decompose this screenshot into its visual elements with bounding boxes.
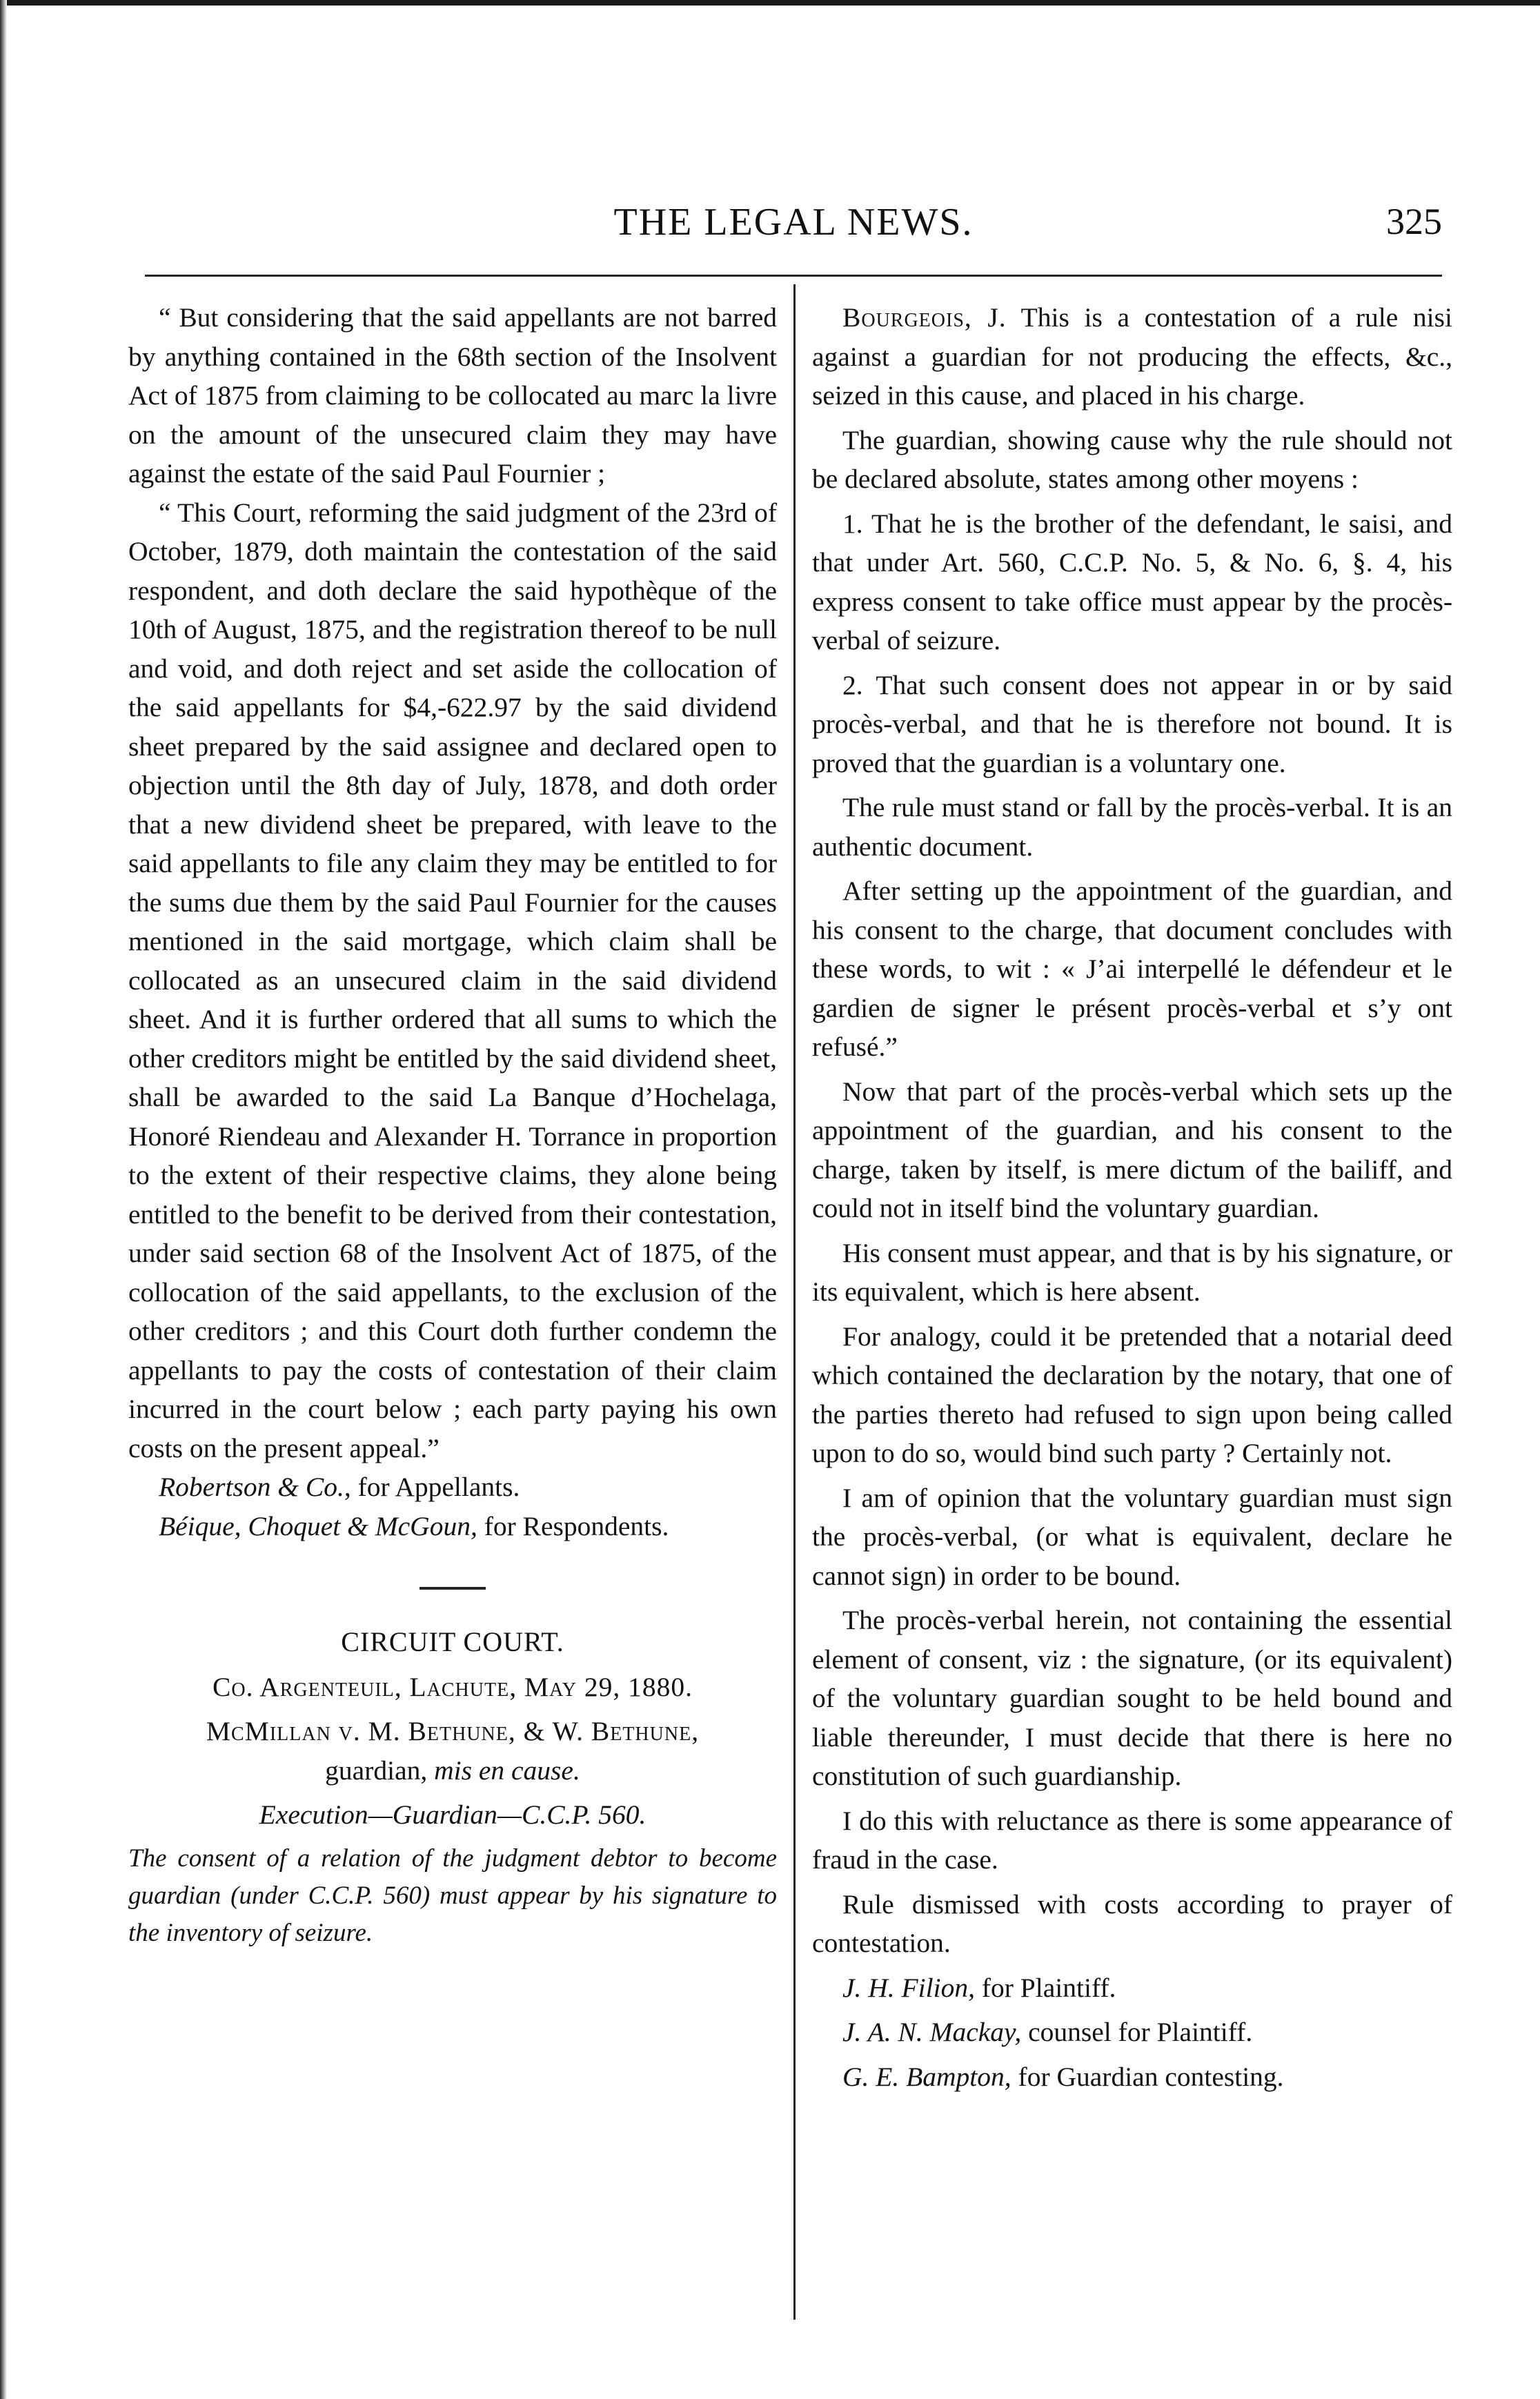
opinion-paragraph: Rule dismissed with costs according to prayer of contestation. [812,1888,1452,1958]
left-column [128,298,777,1952]
opinion-paragraph: I do this with reluctance as there is some appearance of fraud in the case. [812,1805,1452,1875]
opinion-paragraph: For analogy, could it be pretended that a notarial deed which contained the declaration by the notary, that one of the parties thereto had refused to sign upon being called upon to do so, would bind such party ? Certainly not. [812,1321,1452,1468]
page-top-edge [0,0,1540,6]
case-subject: Execution—Guardian—C.C.P. 560. [259,1799,646,1830]
opinion-paragraph: His consent must appear, and that is by his signature, or its equivalent, which is here absent. [812,1237,1452,1307]
judgment-paragraph: “ This Court, reforming the said judgment of the 23rd of October, 1879, doth maintain the contestation of the said respondent, and doth declare the said hypothèque of the 10th of August, 1875, and the registration thereof to be null and void, and doth reject and set aside the collocation of the said appellants for $4,-622.97 by the said dividend sheet prepared by the said assignee and declared open to objection until the 8th day of July, 1878, and doth order that a new dividend sheet be prepared, with leave to the said appellants to file any claim they may be entitled to for the sums due them by the said Paul Fournier for the causes mentioned in the said mortgage, which claim shall be collocated as an unsecured claim in the said dividend sheet. And it is further ordered that all sums to which the other creditors might be entitled by the said dividend sheet, shall be awarded to the said La Banque d’Hochelaga, Honoré Riendeau and Alexander H. Torrance in proportion to the extent of their respective claims, they alone being entitled to the benefit to be derived from their contestation, under said section 68 of the Insolvent Act of 1875, of the collocation of the said appellants, to the exclusion of the other creditors ; and this Court doth further condemn the appellants to pay the costs of contestation of their claim incurred in the court below ; each party paying his own costs on the present appeal.” [128,497,777,1463]
counsel-role: for Respondents. [477,1510,669,1541]
opinion-paragraph: Now that part of the procès-verbal which sets up the appointment of the guardian, and his consent to the charge, taken by itself, is mere dictum of the bailiff, and could not in itself bind the voluntary guardian. [812,1076,1452,1223]
court-place-date: Co. Argenteuil, Lachute, May 29, 1880. [213,1671,693,1702]
opinion-paragraph: After setting up the appointment of the guardian, and his consent to the charge, that document concludes with these words, to wit : « J’ai interpellé le défendeur et le gardien de signer le présent procès-verbal et s’y ont refusé.” [812,876,1452,1062]
headnote: The consent of a relation of the judgment debtor to become guardian (under C.C.P. 560) must appear by his signature to the inventory of seizure. [128,1844,777,1947]
counsel-appellants [128,1468,777,1507]
page-left-edge [0,0,7,2399]
counsel-line: G. E. Bampton, for Guardian contesting. [842,2061,1284,2092]
opinion-paragraph: Bourgeois, J. This is a contestation of a rule nisi against a guardian for not producing the effects, &c., seized in this cause, and placed in his charge. [812,302,1452,411]
page-header [145,200,1442,255]
opinion-paragraph: The rule must stand or fall by the procès-verbal. It is an authentic document. [812,792,1452,862]
column-divider [793,284,796,2320]
judge-name: Bourgeois, J. [842,302,1007,333]
section-rule [419,1587,486,1590]
page-number: 325 [1386,201,1442,242]
running-head: THE LEGAL NEWS. [613,201,974,244]
counsel-role: , for Appellants. [344,1472,520,1502]
court-title: CIRCUIT COURT. [341,1626,564,1657]
opinion-paragraph: The guardian, showing cause why the rule should not be declared absolute, states among other moyens : [812,424,1452,494]
judgment-paragraph: “ But considering that the said appellants are not barred by anything contained in the 68th section of the Insolvent Act of 1875 from claiming to be collocated au marc la livre on the amount of the unsecured claim they may have against the estate of the said Paul Fournier ; [128,302,777,488]
right-column [812,298,1452,2096]
opinion-paragraph: The procès-verbal herein, not containing the essential element of consent, viz : the signature, (or its equivalent) of the voluntary guardian sought to be held bound and liable thereunder, I must decide that there is here no constitution of such guardianship. [812,1605,1452,1791]
case-parties: McMillan v. M. Bethune, & W. Bethune, guardian, mis en cause. [206,1716,700,1786]
counsel-line: J. A. N. Mackay, counsel for Plaintiff. [842,2017,1253,2047]
opinion-paragraph: 1. That he is the brother of the defendant, le saisi, and that under Art. 560, C.C.P. No. 5, & No. 6, §. 4, his express consent to take office must appear by the procès-verbal of seizure. [812,508,1452,655]
counsel-line: J. H. Filion, for Plaintiff. [842,1972,1116,2003]
counsel-name: Béique, Choquet & McGoun, [159,1510,477,1541]
counsel-respondents [128,1507,777,1546]
header-rule [145,275,1442,277]
opinion-paragraph: 2. That such consent does not appear in or by said procès-verbal, and that he is therefore not bound. It is proved that the guardian is a voluntary one. [812,669,1452,778]
opinion-paragraph: I am of opinion that the voluntary guardian must sign the procès-verbal, (or what is equivalent, declare he cannot sign) in order to be bound. [812,1482,1452,1591]
counsel-name: Robertson & Co. [159,1472,344,1502]
